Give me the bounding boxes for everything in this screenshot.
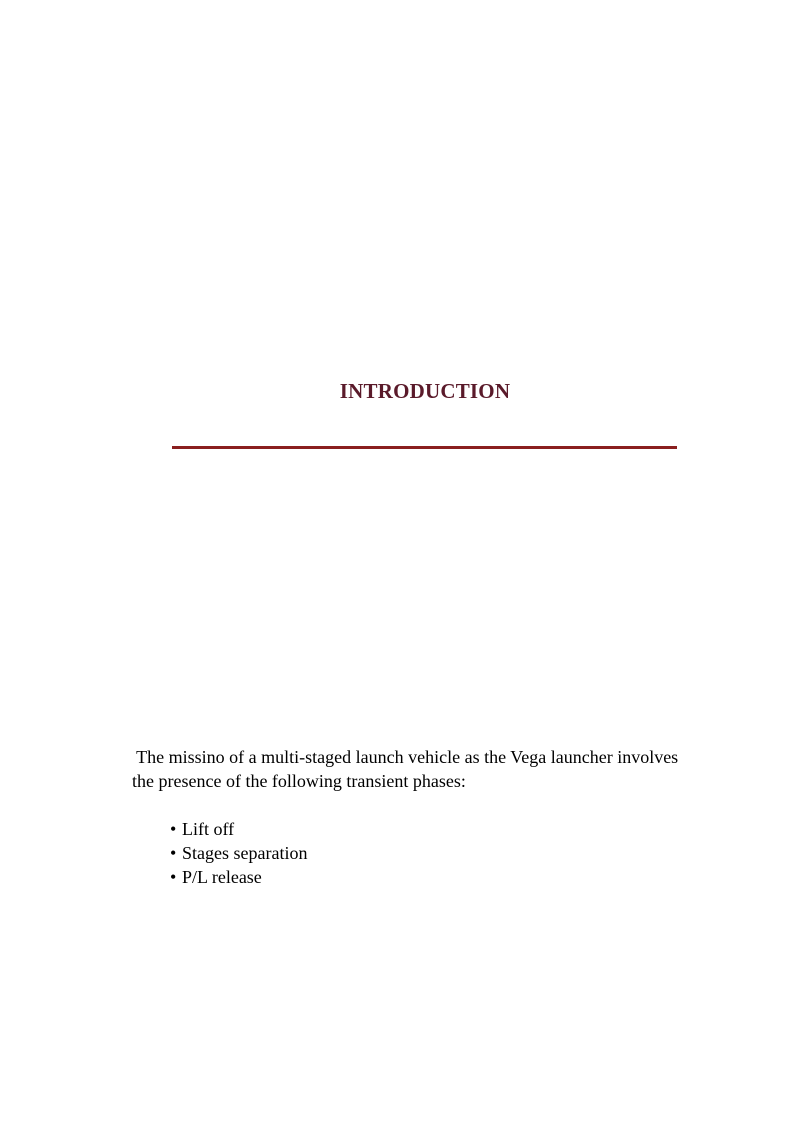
- bullet-icon: •: [170, 843, 177, 863]
- phase-label: P/L release: [182, 867, 262, 887]
- bullet-icon: •: [170, 867, 177, 887]
- transient-phases-list: [170, 817, 307, 889]
- phase-label: Stages separation: [182, 843, 308, 863]
- intro-paragraph-line-1: The missino of a multi-staged launch vehicle as the Vega launcher involves: [132, 747, 679, 767]
- title-underline-rule: [172, 446, 677, 449]
- list-item: [170, 865, 307, 889]
- list-item: [170, 841, 307, 865]
- intro-paragraph-line-2: the presence of the following transient phases:: [132, 771, 466, 791]
- list-item: [170, 817, 307, 841]
- intro-paragraph: [132, 745, 732, 793]
- phase-label: Lift off: [182, 819, 235, 839]
- bullet-icon: •: [170, 819, 177, 839]
- section-title: INTRODUCTION: [339, 379, 511, 403]
